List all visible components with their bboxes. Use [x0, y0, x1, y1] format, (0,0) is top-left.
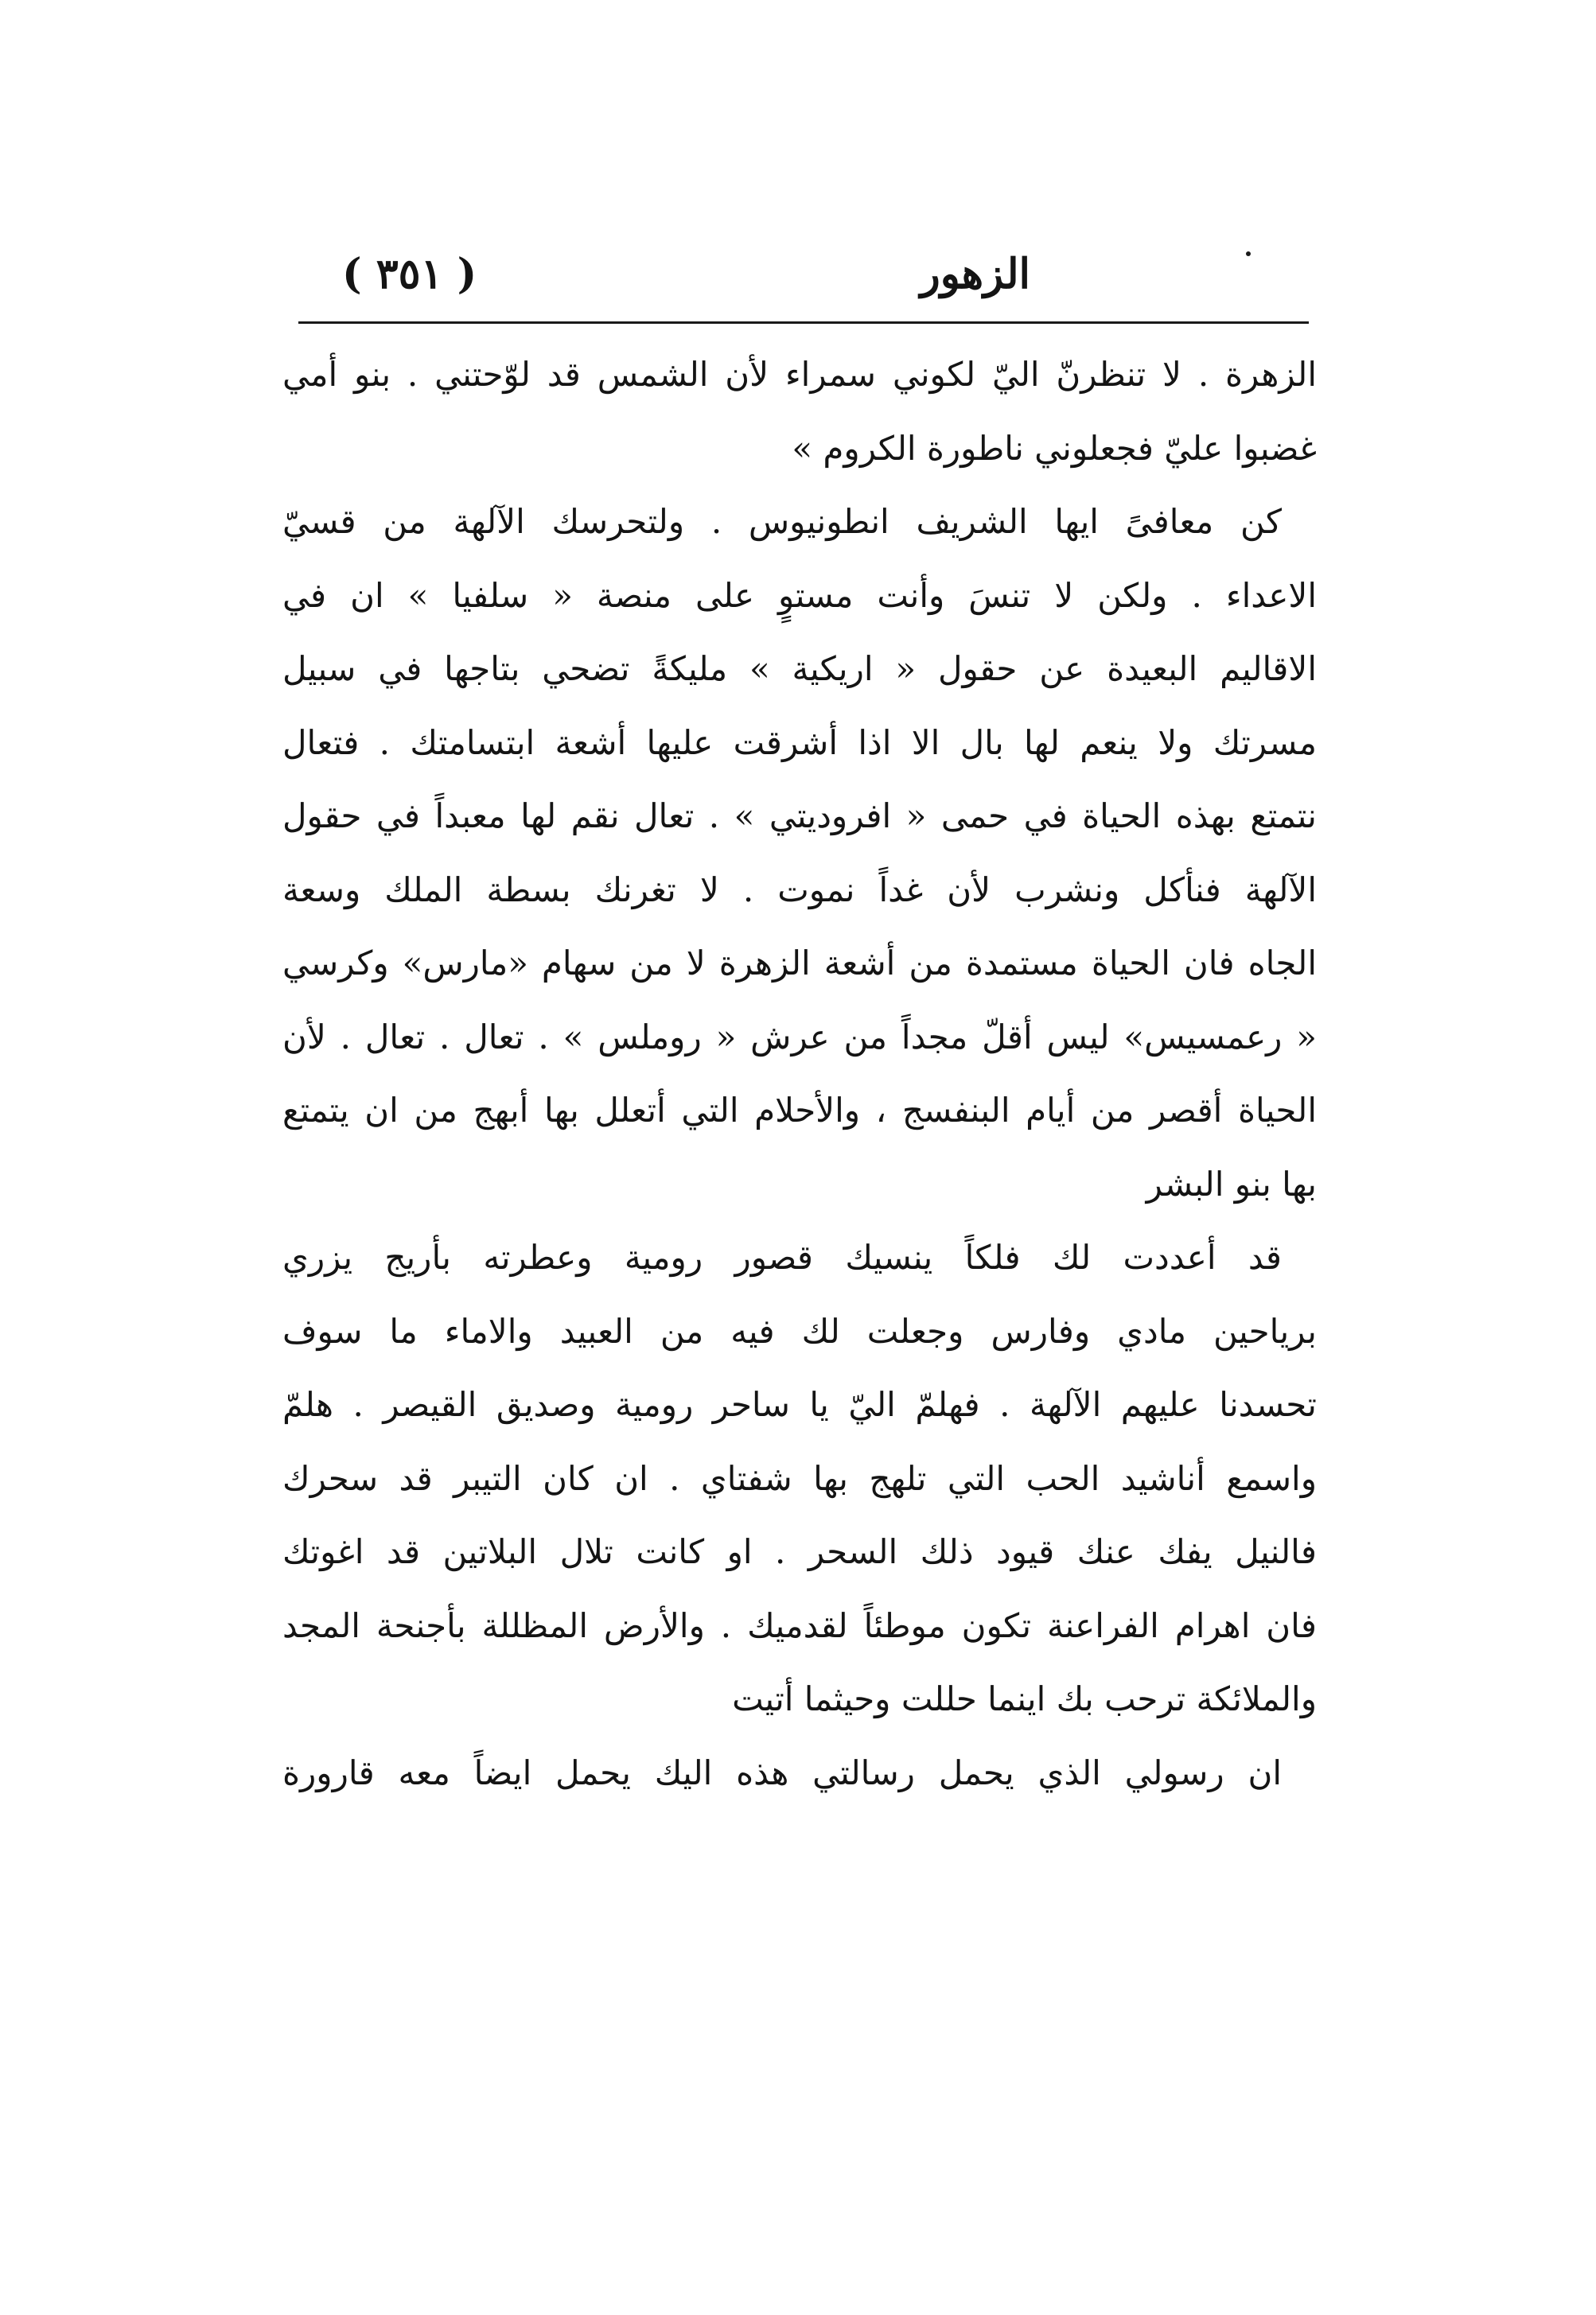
body-text — [282, 338, 1317, 1810]
text-line: قد أعددت لك فلكاً ينسيك قصور رومية وعطرته بأريج يزري — [282, 1238, 1282, 1277]
running-title: الزهور — [920, 250, 1030, 298]
text-line: فان اهرام الفراعنة تكون موطئاً لقدميك . والأرض المظللة بأجنحة المجد — [282, 1605, 1317, 1645]
page-number: ( ٣٥١ ) — [342, 250, 477, 298]
page-header — [294, 239, 1313, 310]
text-line: الاعداء . ولكن لا تنسَ وأنت مستوٍ على منصة « سلفيا » ان في — [282, 575, 1317, 615]
text-line: « رعمسيس» ليس أقلّ مجداً من عرش « روملس » . تعال . تعال . لأن — [282, 1017, 1317, 1056]
text-line: واسمع أناشيد الحب التي تلهج بها شفتاي . ان كان التيبر قد سحرك — [282, 1458, 1317, 1498]
text-line: نتمتع بهذه الحياة في حمى « افروديتي » . تعال نقم لها معبداً في حقول — [282, 796, 1317, 835]
text-line: والملائكة ترحب بك اينما حللت وحيثما أتيت — [732, 1679, 1317, 1718]
text-line: الاقاليم البعيدة عن حقول « اريكية » مليكةً تضحي بتاجها في سبيل — [282, 649, 1317, 688]
text-line: تحسدنا عليهم الآلهة . فهلمّ اليّ يا ساحر رومية وصديق القيصر . هلمّ — [282, 1385, 1317, 1424]
text-line: بها بنو البشر — [1146, 1164, 1317, 1204]
text-line: غضبوا عليّ فجعلوني ناطورة الكروم » — [792, 428, 1317, 468]
text-line: ان رسولي الذي يحمل رسالتي هذه اليك يحمل ايضاً معه قارورة — [282, 1753, 1282, 1792]
text-line: مسرتك ولا ينعم لها بال الا اذا أشرقت عليها أشعة ابتسامتك . فتعال — [282, 722, 1317, 762]
text-line: برياحين مادي وفارس وجعلت لك فيه من العبيد والاماء ما سوف — [282, 1311, 1317, 1351]
text-line: الزهرة . لا تنظرنّ اليّ لكوني سمراء لأن الشمس قد لوّحتني . بنو أمي — [282, 355, 1317, 394]
text-line: الحياة أقصر من أيام البنفسج ، والأحلام التي أتعلل بها أبهج من ان يتمتع — [282, 1091, 1317, 1130]
header-rule — [298, 321, 1309, 324]
text-line: كن معافىً ايها الشريف انطونيوس . ولتحرسك الآلهة من قسيّ — [282, 502, 1282, 541]
text-line: الآلهة فنأكل ونشرب لأن غداً نموت . لا تغرنك بسطة الملك وسعة — [282, 870, 1317, 909]
text-line: فالنيل يفك عنك قيود ذلك السحر . او كانت تلال البلاتين قد اغوتك — [282, 1532, 1317, 1571]
text-line: الجاه فان الحياة مستمدة من أشعة الزهرة لا من سهام «مارس» وكرسي — [282, 944, 1317, 982]
